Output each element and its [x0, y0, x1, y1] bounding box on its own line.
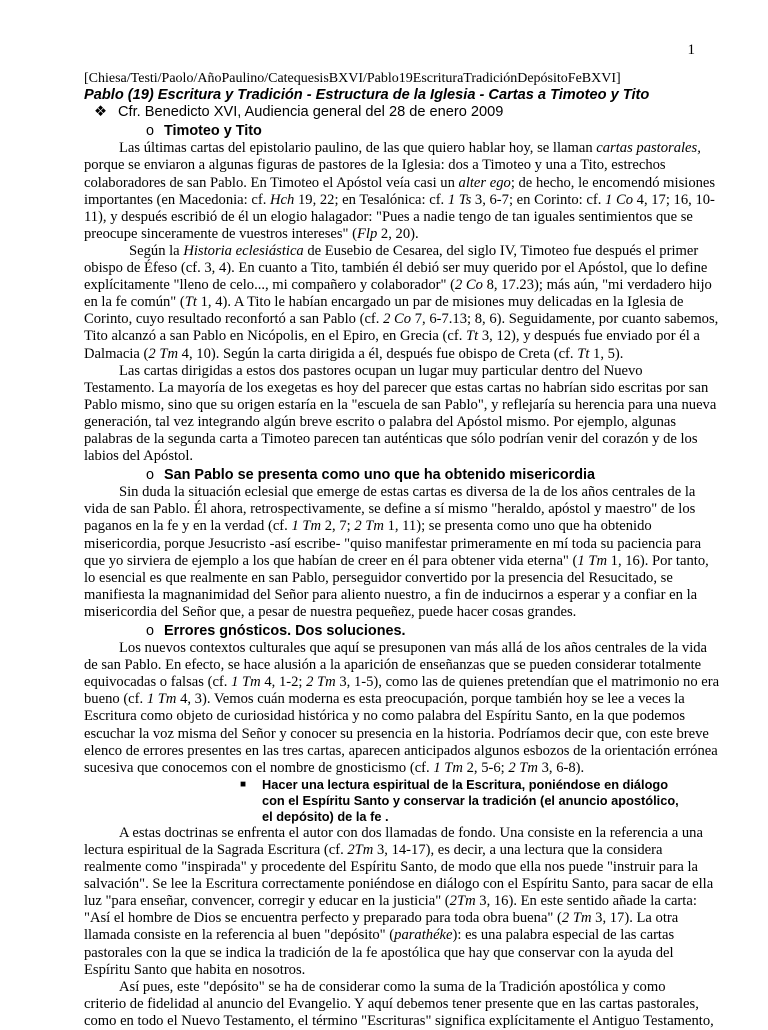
- paragraph: Así pues, este "depósito" se ha de considerar como la suma de la Tradición apostólica y como criterio de fidelidad al anuncio del Evangelio. Y aquí debemos tener presente que en las cartas pastorales, como en todo el Nuevo Testamento, el término "Escrituras" significa explícitamente el Antiguo Testamento,: [84, 978, 714, 1029]
- citation-line: [84, 104, 687, 121]
- section-heading-misericordia: o San Pablo se presenta como uno que ha obtenido misericordia: [146, 467, 596, 484]
- document-title: Pablo (19) Escritura y Tradición - Estructura de la Iglesia - Cartas a Timoteo y Tito: [84, 87, 650, 104]
- square-bullet-icon: ■: [240, 778, 247, 790]
- citation-text: Cfr. Benedicto XVI, Audiencia general del 28 de enero 2009: [118, 104, 504, 121]
- subsection-heading: ■ Hacer una lectura espiritual de la Escritura, poniéndose en diálogo con el Espíritu Santo y conservar la tradición (el anuncio apostólico, el depósito) de la fe .: [240, 776, 679, 824]
- section-heading-timoteo-tito: o Timoteo y Tito: [146, 123, 262, 140]
- paragraph: Sin duda la situación eclesial que emerge de estas cartas es diversa de la de los años centrales de la vida de san Pablo. Él ahora, retrospectivamente, se define a sí mismo "heraldo, apóstol y maestro" de los paganos en la fe y en la verdad (cf. 1 Tm 2, 7; 2 Tm 1, 11); se presenta como uno que ha obtenido misericordia, porque Jesucristo -así escribe- "quiso manifestar primeramente en mí toda su paciencia para que yo sirviera de ejemplo a los que habían de creer en él para obtener vida eterna" (1 Tm 1, 16). Por tanto, lo esencial es que realmente en san Pablo, perseguidor convertido por la presencia del Resucitado, se manifiesta la magnanimidad del Señor para aliento nuestro, a fin de inducirnos a esperar y a confiar en la misericordia del Señor que, a pesar de nuestra pequeñez, puede hacer cosas grandes.: [84, 484, 709, 620]
- page-number: 1: [687, 42, 695, 58]
- circle-bullet-icon: o: [146, 123, 155, 140]
- section-heading-errores: o Errores gnósticos. Dos soluciones.: [146, 623, 406, 639]
- circle-bullet-icon: o: [146, 623, 155, 639]
- circle-bullet-icon: o: [146, 467, 155, 484]
- file-path-line: [Chiesa/Testi/Paolo/AñoPaulino/CatequesisBXVI/Pablo19EscrituraTradiciónDepósitoFeBXVI]: [84, 71, 621, 86]
- paragraph: Los nuevos contextos culturales que aquí se presuponen van más allá de los años centrales de la vida de san Pablo. En efecto, se hace alusión a la aparición de enseñanzas que se pueden considerar totalmente equivocadas o falsas (cf. 1 Tm 4, 1-2; 2 Tm 3, 1-5), como las de quienes pretendían que el matrimonio no era bueno (cf. 1 Tm 4, 3). Vemos cuán moderna es esta preocupación, porque también hoy se lee a veces la Escritura como objeto de curiosidad histórica y no como palabra del Espíritu Santo, en la que podemos escuchar la voz misma del Señor y conocer su presencia en la historia. Podríamos decir que, con este breve elenco de errores presentes en las tres cartas, aparecen anticipados algunos esbozos de la orientación errónea sucesiva que conocemos con el nombre de gnosticismo (cf. 1 Tm 2, 5-6; 2 Tm 3, 6-8).: [84, 640, 720, 776]
- paragraph: Según la Historia eclesiástica de Eusebio de Cesarea, del siglo IV, Timoteo fue después el primer obispo de Éfeso (cf. 3, 4). En cuanto a Tito, también él debió ser muy querido por el Apóstol, que lo define explícitamente "lleno de celo..., mi compañero y colaborador" (2 Co 8, 17.23); más aún, "mi verdadero hijo en la fe común" (Tt 1, 4). A Tito le habían encargado un par de misiones muy delicadas en la Iglesia de Corinto, cuyo resultado reconfortó a san Pablo (cf. 2 Co 7, 6-7.13; 8, 6). Seguidamente, por cuanto sabemos, Tito alcanzó a san Pablo en Nicópolis, en el Epiro, en Grecia (cf. Tt 3, 12), y después fue enviado por él a Dalmacia (2 Tm 4, 10). Según la carta dirigida a él, después fue obispo de Creta (cf. Tt 1, 5).: [84, 242, 719, 362]
- diamond-bullet-icon: ❖: [94, 104, 108, 121]
- paragraph: A estas doctrinas se enfrenta el autor con dos llamadas de fondo. Una consiste en la referencia a una lectura espiritual de la Sagrada Escritura (cf. 2Tm 3, 14-17), es decir, a una lectura que la considera realmente como "inspirada" y procedente del Espíritu Santo, de modo que ella nos puede "instruir para la salvación". Se lee la Escritura correctamente poniéndose en diálogo con el Espíritu Santo, para sacar de ella luz "para enseñar, convencer, corregir y educar en la justicia" (2Tm 3, 16). En este sentido añade la carta: "Así el hombre de Dios se encuentra perfecto y preparado para toda obra buena" (2 Tm 3, 17). La otra llamada consiste en la referencia al buen "depósito" (parathéke): es una palabra especial de las cartas pastorales con la que se indica la tradición de la fe apostólica que hay que conservar con la ayuda del Espíritu Santo que habita en nosotros.: [84, 824, 714, 978]
- document-body: [84, 70, 720, 1030]
- paragraph: Las últimas cartas del epistolario paulino, de las que quiero hablar hoy, se llaman cartas pastorales, porque se enviaron a algunas figuras de pastores de la Iglesia: dos a Timoteo y una a Tito, estrechos colaboradores de san Pablo. En Timoteo el Apóstol veía casi un alter ego; de hecho, le encomendó misiones importantes (en Macedonia: cf. Hch 19, 22; en Tesalónica: cf. 1 Ts 3, 6-7; en Corinto: cf. 1 Co 4, 17; 16, 10- 11), y después escribió de él un elogio halagador: "Pues a nadie tengo de tan iguales sentimientos que se preocupe sinceramente de vuestros intereses" (Flp 2, 20).: [84, 140, 716, 242]
- paragraph: Las cartas dirigidas a estos dos pastores ocupan un lugar muy particular dentro del Nuevo Testamento. La mayoría de los exegetas es hoy del parecer que estas cartas no habrían sido escritas por san Pablo mismo, sino que su origen estaría en la "escuela de san Pablo", y reflejaría su herencia para una nueva generación, tal vez integrando algún breve escrito o palabra del Apóstol mismo. Por ejemplo, algunas palabras de la segunda carta a Timoteo parecen tan auténticas que sólo podrían venir del corazón y de los labios del Apóstol.: [84, 362, 717, 465]
